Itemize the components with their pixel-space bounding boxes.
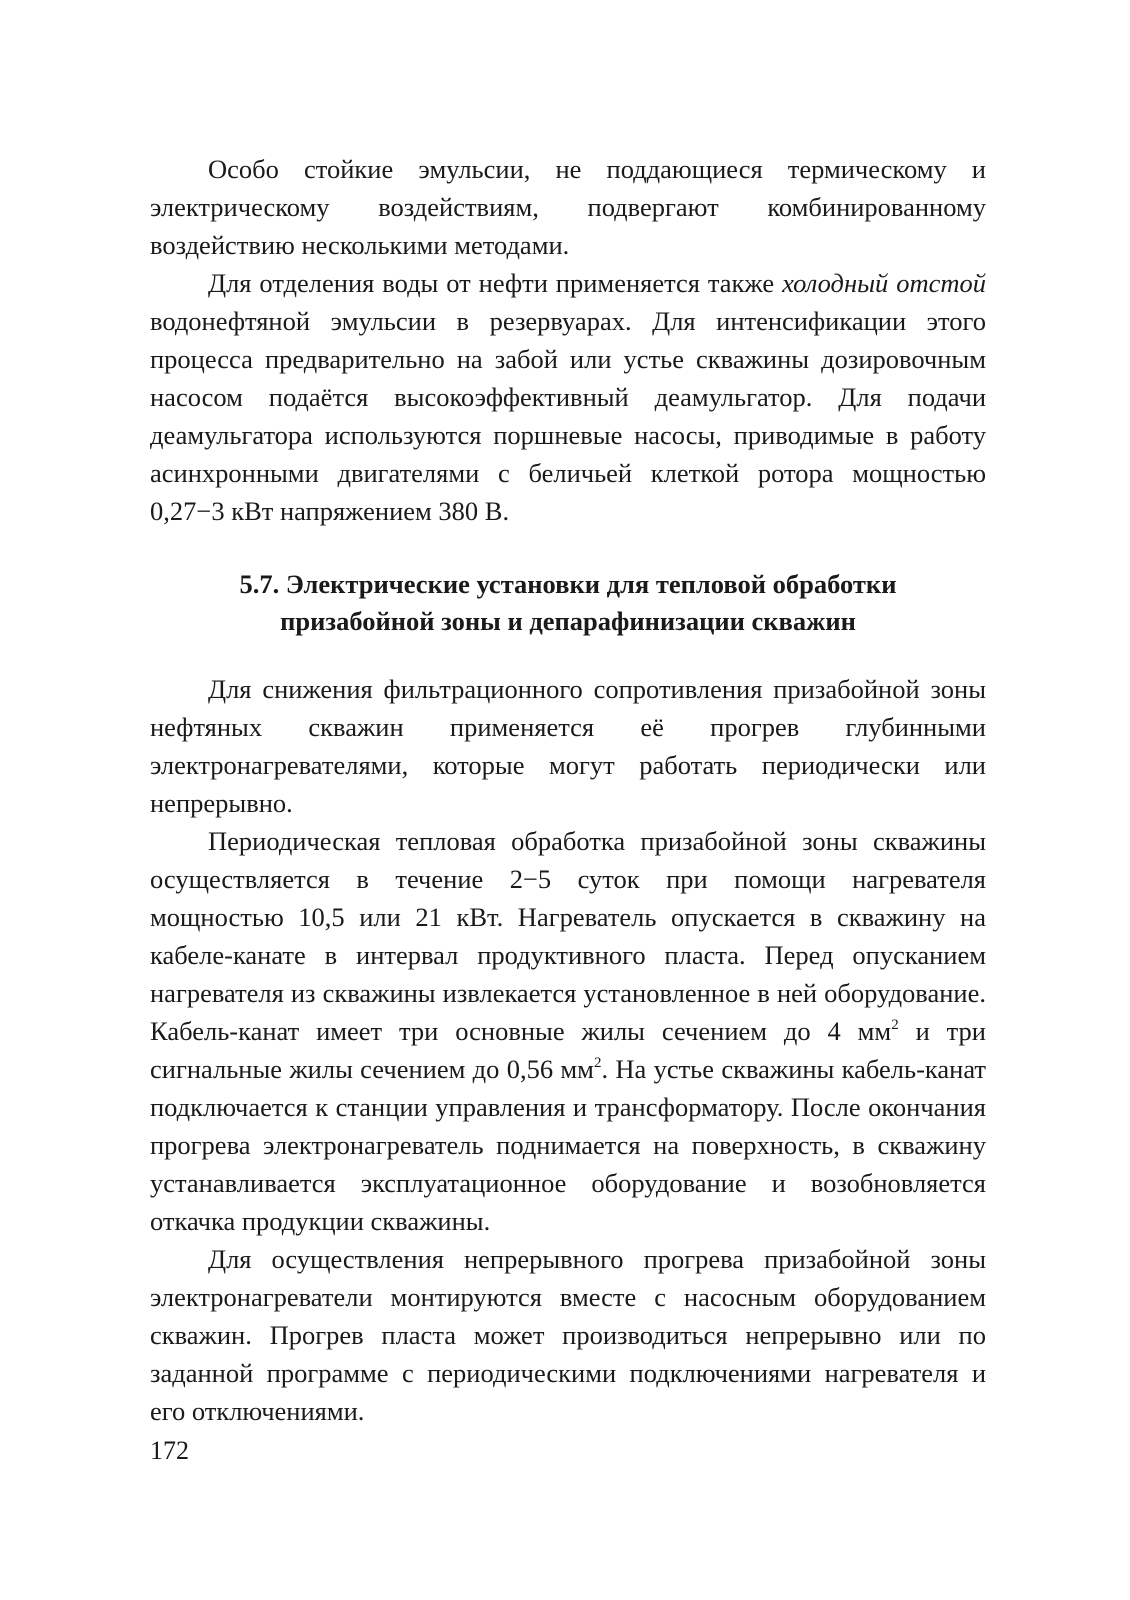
paragraph-heating-intro: Для снижения фильтрационного сопротивления призабойной зоны нефтяных скважин применяется её прогрев глубинными электронагревателями, которые могут работать периодически или непрерывно. [150, 674, 986, 818]
paragraph-periodic-part-3: . На устье скважины кабель-канат подключается к станции управления и трансформатору. После окончания прогрева электронагреватель поднимается на поверхность, в скважину устанавливается эксплуатационное оборудование и возобновляется откачка продукции скважины. [150, 1054, 987, 1236]
paragraph-continuous-heating: Для осуществления непрерывного прогрева призабойной зоны электронагреватели монтируются вместе с насосным оборудованием скважин. Прогрев пласта может производиться непрерывно или по заданной программе с периодическими подключениями нагревателя и его отключениями. [150, 1244, 986, 1426]
paragraph-periodic-part-1: Периодическая тепловая обработка призабойной зоны скважины осуществляется в течение 2−5 суток при помощи нагревателя мощностью 10,5 или 21 кВт. Нагреватель опускается в скважину на кабеле-канате в интервал продуктивного пласта. Перед опусканием нагревателя из скважины извлекается установленное в ней оборудование. Кабель-канат имеет три основные жилы сечением до 4 мм [150, 826, 986, 1046]
page-body [150, 150, 986, 1430]
paragraph-cold-settling [150, 264, 986, 530]
section-heading [150, 566, 986, 640]
paragraph-cold-settling-start: Для отделения воды от нефти применяется также [208, 268, 783, 298]
page-number: 172 [150, 1436, 189, 1465]
superscript-2: 2 [593, 1055, 602, 1071]
section-heading-line-2: призабойной зоны и депарафинизации скважин [280, 606, 856, 636]
paragraph-emulsions: Особо стойкие эмульсии, не поддающиеся термическому и электрическому воздействиям, подвергают комбинированному воздействию несколькими методами. [150, 154, 986, 260]
superscript-1: 2 [891, 1017, 899, 1033]
section-heading-line-1: 5.7. Электрические установки для тепловой обработки [239, 569, 897, 599]
paragraph-periodic-treatment [150, 822, 986, 1240]
term-cold-settling: холодный отстой [782, 268, 986, 298]
paragraph-cold-settling-rest: водонефтяной эмульсии в резервуарах. Для интенсификации этого процесса предварительно на забой или устье скважины дозировочным насосом подаётся высокоэффективный деамульгатор. Для подачи деамульгатора используются поршневые насосы, приводимые в работу асинхронными двигателями с беличьей клеткой ротора мощностью 0,27−3 кВт напряжением 380 В. [150, 306, 986, 526]
paragraph-periodic-part-2: и три сигнальные жилы сечением до 0,56 мм [150, 1016, 986, 1084]
